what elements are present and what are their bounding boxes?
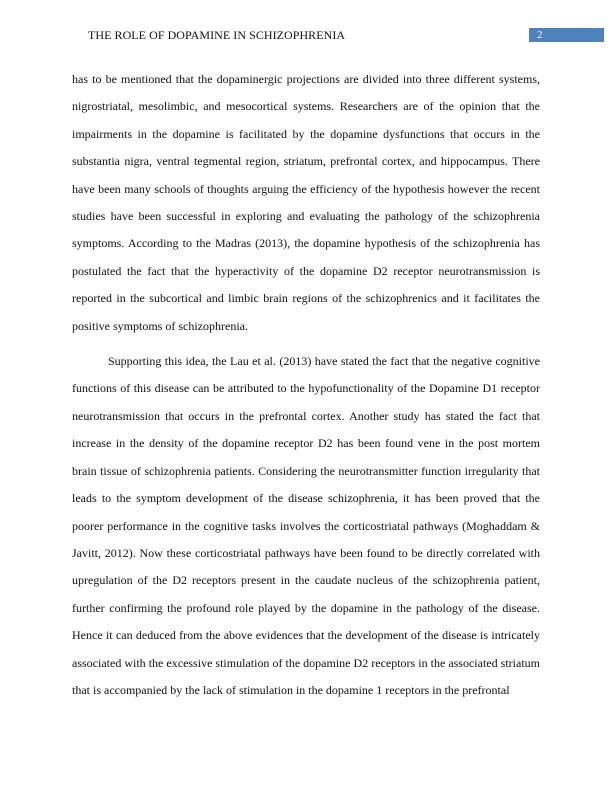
running-head: THE ROLE OF DOPAMINE IN SCHIZOPHRENIA [88,28,346,42]
paragraph-2: Supporting this idea, the Lau et al. (2013) have stated the fact that the negative cognitive functions of this disease can be attributed to the hypofunctionality of the Dopamine D1 receptor neurotransmission that occurs in the prefrontal cortex. Another study has stated the fact that increase in the density of the dopamine receptor D2 has been found vene in the post mortem brain tissue of schizophrenia patients. Considering the neurotransmitter function irregularity that leads to the symptom development of the disease schizophrenia, it has been proved that the poorer performance in the cognitive tasks involves the corticostriatal pathways (Moghaddam & Javitt, 2012). Now these corticostriatal pathways have been found to be directly correlated with upregulation of the D2 receptors present in the caudate nucleus of the schizophrenia patient, further confirming the profound role played by the dopamine in the pathology of the disease. Hence it can deduced from the above evidences that the development of the disease is intricately associated with the excessive stimulation of the dopamine D2 receptors in the associated striatum that is accompanied by the lack of stimulation in the dopamine 1 receptors in the prefrontal [72,354,540,697]
page-number: 2 [529,28,604,42]
body-text [72,66,540,704]
paragraph-1: has to be mentioned that the dopaminergic projections are divided into three different systems, nigrostriatal, mesolimbic, and mesocortical systems. Researchers are of the opinion that the impairments in the dopamine is facilitated by the dopamine dysfunctions that occurs in the substantia nigra, ventral tegmental region, striatum, prefrontal cortex, and hippocampus. There have been many schools of thoughts arguing the efficiency of the hypothesis however the recent studies have been successful in exploring and evaluating the pathology of the schizophrenia symptoms. According to the Madras (2013), the dopamine hypothesis of the schizophrenia has postulated the fact that the hyperactivity of the dopamine D2 receptor neurotransmission is reported in the subcortical and limbic brain regions of the schizophrenics and it facilitates the positive symptoms of schizophrenia. [72,72,540,333]
